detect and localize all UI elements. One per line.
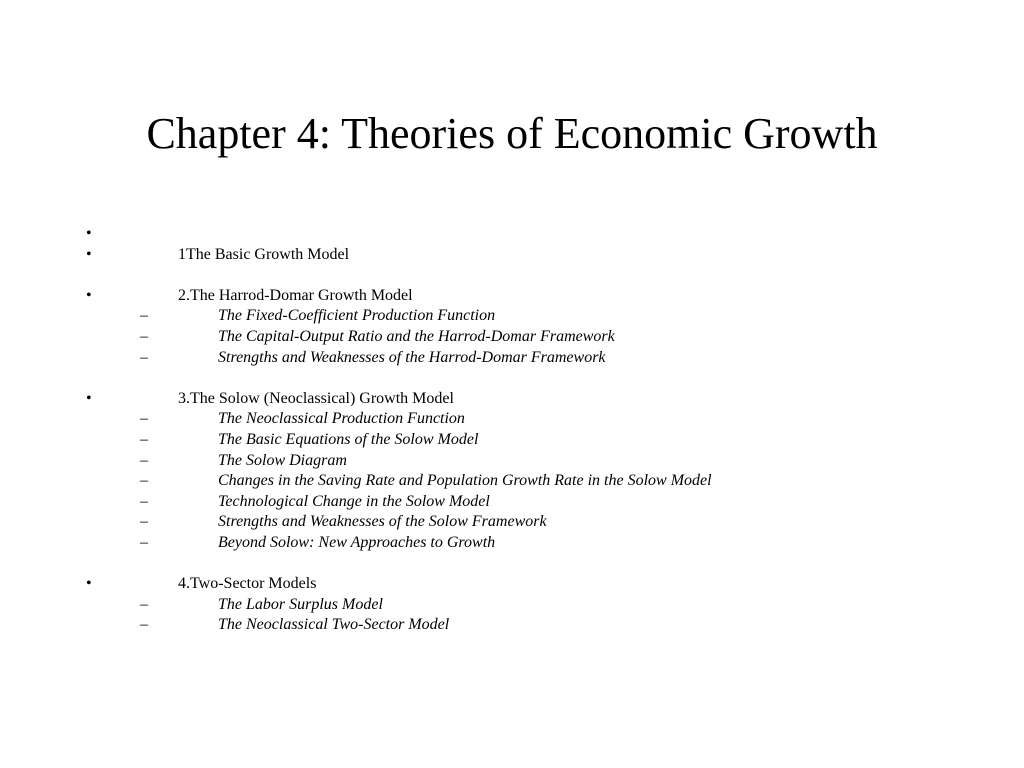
bullet-icon: • xyxy=(86,225,92,242)
dash-icon: – xyxy=(140,595,148,613)
dash-icon: – xyxy=(140,513,148,531)
outline-subitem-label: The Labor Surplus Model xyxy=(218,595,383,613)
outline-subitem xyxy=(0,451,1024,472)
bullet-icon: • xyxy=(86,245,92,263)
outline-subitem-label: The Capital-Output Ratio and the Harrod-Domar Framework xyxy=(218,327,615,345)
spacer xyxy=(0,368,1024,389)
outline-item xyxy=(0,389,1024,410)
outline-subitem xyxy=(0,471,1024,492)
outline-subitem-label: The Solow Diagram xyxy=(218,451,347,469)
outline-subitem-label: Beyond Solow: New Approaches to Growth xyxy=(218,533,496,551)
outline-subitem xyxy=(0,492,1024,513)
dash-icon: – xyxy=(140,307,148,325)
slide-title: Chapter 4: Theories of Economic Growth xyxy=(146,109,878,158)
dash-icon: – xyxy=(140,430,148,448)
outline-subitem-label: Technological Change in the Solow Model xyxy=(218,492,490,510)
outline-subitem-label: The Basic Equations of the Solow Model xyxy=(218,430,479,448)
bullet-icon: • xyxy=(86,286,92,304)
outline-subitem xyxy=(0,348,1024,369)
outline-subitem xyxy=(0,430,1024,451)
outline-subitem xyxy=(0,306,1024,327)
outline-subitem xyxy=(0,533,1024,554)
outline-subitem xyxy=(0,595,1024,616)
outline-subitem-label: Changes in the Saving Rate and Population Growth Rate in the Solow Model xyxy=(218,472,712,490)
outline-item-label: 1The Basic Growth Model xyxy=(178,245,350,263)
dash-icon: – xyxy=(140,348,148,366)
outline-item xyxy=(0,574,1024,595)
outline-subitem xyxy=(0,327,1024,348)
outline-subitem xyxy=(0,512,1024,533)
outline-list xyxy=(0,224,1024,636)
dash-icon: – xyxy=(140,616,148,634)
outline-subitem-label: The Neoclassical Production Function xyxy=(218,410,465,428)
dash-icon: – xyxy=(140,451,148,469)
dash-icon: – xyxy=(140,472,148,490)
outline-item-label: 2.The Harrod-Domar Growth Model xyxy=(178,286,413,304)
outline-subitem-label: Strengths and Weaknesses of the Solow Framework xyxy=(218,513,547,531)
bullet-icon: • xyxy=(86,389,92,407)
dash-icon: – xyxy=(140,327,148,345)
bullet-icon: • xyxy=(86,575,92,593)
outline-subitem xyxy=(0,409,1024,430)
outline-subitem-label: The Neoclassical Two-Sector Model xyxy=(218,616,450,634)
dash-icon: – xyxy=(140,533,148,551)
dash-icon: – xyxy=(140,410,148,428)
outline-item xyxy=(0,245,1024,266)
outline-subitem-label: Strengths and Weaknesses of the Harrod-Domar Framework xyxy=(218,348,606,366)
outline-subitem xyxy=(0,615,1024,636)
outline-item xyxy=(0,224,1024,245)
spacer xyxy=(0,554,1024,575)
outline-item-label: 4.Two-Sector Models xyxy=(178,575,317,593)
outline-subitem-label: The Fixed-Coefficient Production Function xyxy=(218,307,496,325)
outline-item-label: 3.The Solow (Neoclassical) Growth Model xyxy=(178,389,454,407)
spacer xyxy=(0,265,1024,286)
dash-icon: – xyxy=(140,492,148,510)
outline-item xyxy=(0,286,1024,307)
